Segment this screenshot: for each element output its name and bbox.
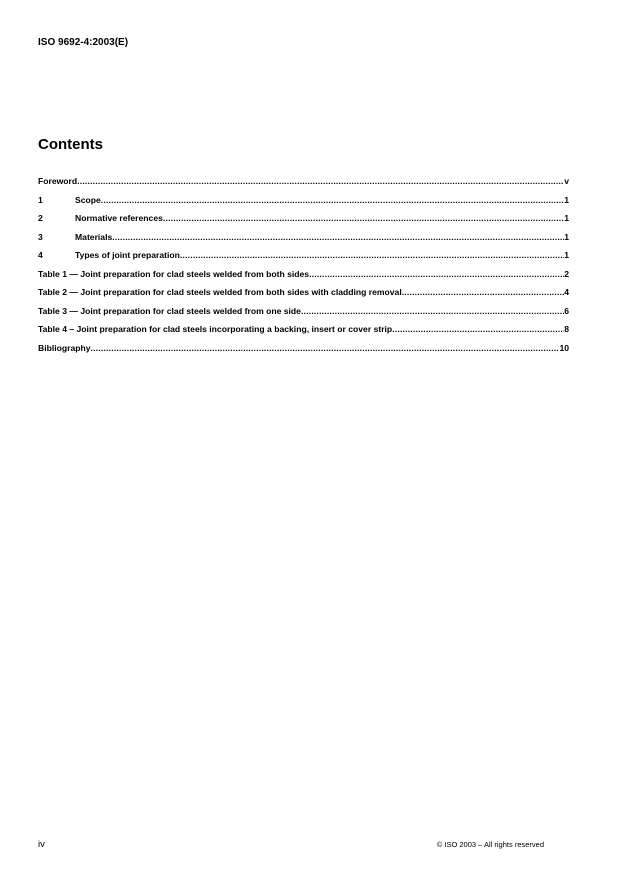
toc-entry-label: Materials <box>75 231 113 242</box>
toc-dot-leader <box>163 213 564 223</box>
toc-dot-leader <box>392 324 564 334</box>
toc-entry-label: Types of joint preparation <box>75 250 180 260</box>
toc-entry-types-of-joint-preparation[interactable] <box>38 250 569 269</box>
toc-dot-leader <box>101 195 564 205</box>
toc-entry-bibliography[interactable] <box>38 343 569 362</box>
contents-title: Contents <box>38 136 103 153</box>
toc-page-number: 1 <box>564 231 569 242</box>
toc-entry-materials[interactable] <box>38 232 569 251</box>
toc-entry-table-2[interactable] <box>38 287 569 306</box>
toc-entry-label: Table 2 — Joint preparation for clad steels welded from both sides with cladding removal <box>38 287 402 297</box>
toc-entry-scope[interactable] <box>38 195 569 214</box>
toc-page-number: 1 <box>564 213 569 223</box>
toc-entry-label: Scope <box>75 194 101 205</box>
toc-dot-leader <box>301 306 564 316</box>
footer-copyright: © ISO 2003 – All rights reserved <box>436 840 544 849</box>
toc-entry-normative-references[interactable] <box>38 213 569 232</box>
toc-dot-leader <box>112 232 564 242</box>
toc-section-number: 1 <box>38 194 43 205</box>
toc-page-number: 1 <box>564 250 569 260</box>
toc-entry-table-4[interactable] <box>38 324 569 343</box>
toc-dot-leader <box>77 176 564 186</box>
toc-dot-leader <box>180 250 564 260</box>
toc-entry-table-1[interactable] <box>38 269 569 288</box>
toc-entry-foreword[interactable] <box>38 176 569 195</box>
toc-page-number: v <box>564 176 569 186</box>
toc-entry-label: Foreword <box>38 176 78 186</box>
toc-entry-label: Table 1 — Joint preparation for clad steels welded from both sides <box>38 268 310 279</box>
toc-entry-label: Bibliography <box>38 342 91 353</box>
document-header: ISO 9692-4:2003(E) <box>38 37 129 48</box>
toc-dot-leader <box>402 287 565 297</box>
footer-page-number: iv <box>38 839 45 850</box>
toc-page-number: 10 <box>559 342 569 353</box>
toc-entry-table-3[interactable] <box>38 306 569 325</box>
toc-entry-label: Table 4 – Joint preparation for clad steels incorporating a backing, insert or cover strip <box>38 324 393 334</box>
toc-section-number: 2 <box>38 213 43 223</box>
toc-entry-label: Table 3 — Joint preparation for clad steels welded from one side <box>38 305 301 316</box>
toc-section-number: 3 <box>38 231 43 242</box>
toc-page-number: 8 <box>564 324 569 334</box>
toc-entry-label: Normative references <box>75 213 163 223</box>
toc-dot-leader <box>91 343 560 353</box>
toc-dot-leader <box>309 269 564 279</box>
toc-page-number: 2 <box>564 268 569 279</box>
toc-page-number: 1 <box>564 194 569 205</box>
toc-page-number: 6 <box>564 305 569 316</box>
toc-section-number: 4 <box>38 250 43 260</box>
toc-page-number: 4 <box>564 287 569 297</box>
table-of-contents <box>38 176 569 361</box>
